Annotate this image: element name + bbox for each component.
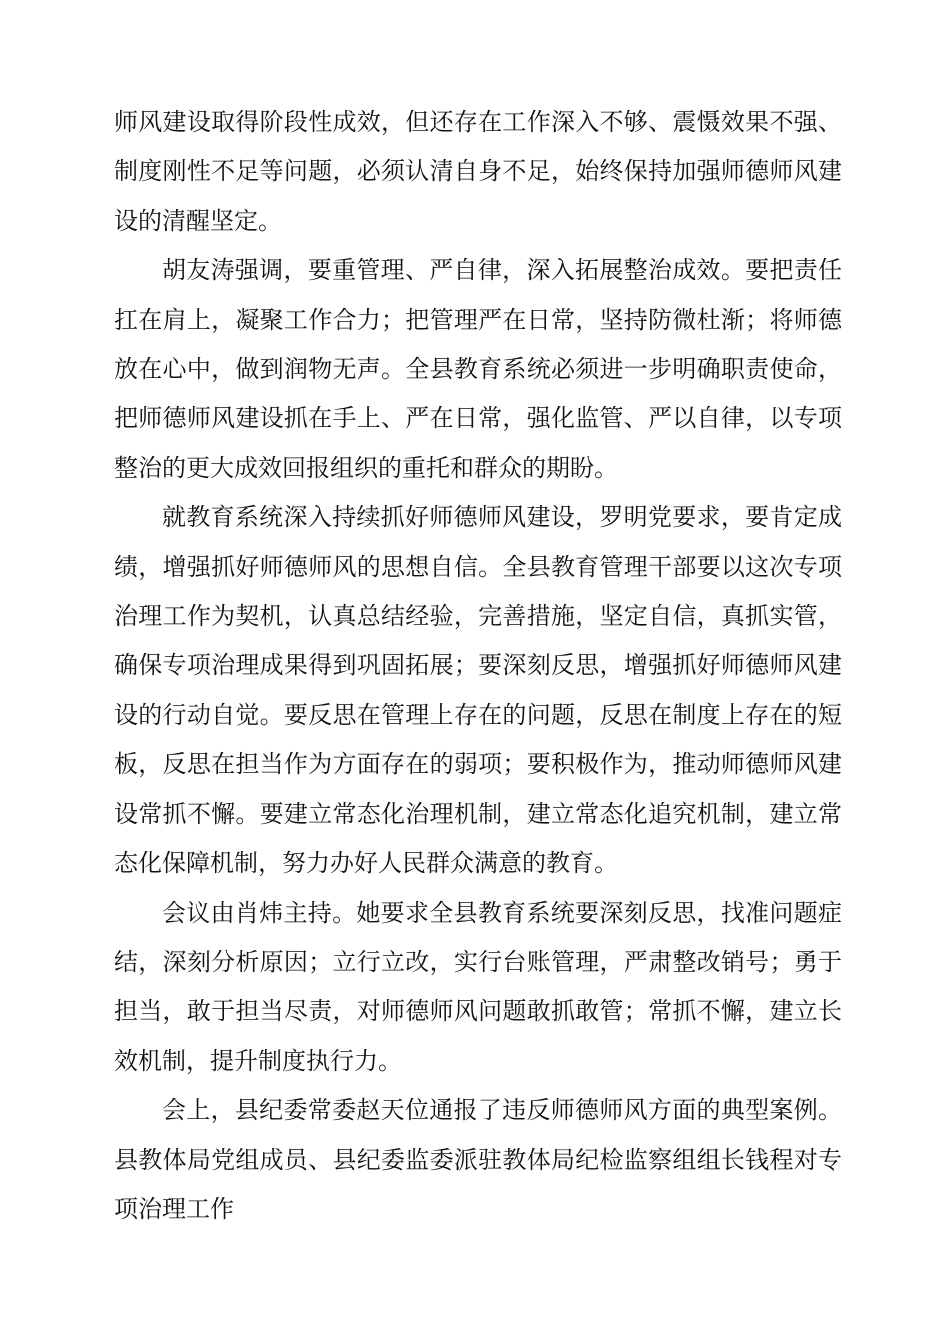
- paragraph: 就教育系统深入持续抓好师德师风建设，罗明党要求，要肯定成绩，增强抓好师德师风的思想自信。全县教育管理干部要以这次专项治理工作为契机，认真总结经验，完善措施，坚定自信，真抓实管，确保专项治理成果得到巩固拓展；要深刻反思，增强抓好师德师风建设的行动自觉。要反思在管理上存在的问题，反思在制度上存在的短板，反思在担当作为方面存在的弱项；要积极作为，推动师德师风建设常抓不懈。要建立常态化治理机制，建立常态化追究机制，建立常态化保障机制，努力办好人民群众满意的教育。: [114, 503, 842, 878]
- paragraph: 胡友涛强调，要重管理、严自律，深入拓展整治成效。要把责任扛在肩上，凝聚工作合力；把管理严在日常，坚持防微杜渐；将师德放在心中，做到润物无声。全县教育系统必须进一步明确职责使命，把师德师风建设抓在手上、严在日常，强化监管、严以自律，以专项整治的更大成效回报组织的重托和群众的期盼。: [114, 256, 842, 482]
- paragraph: 会议由肖炜主持。她要求全县教育系统要深刻反思，找准问题症结，深刻分析原因；立行立改，实行台账管理，严肃整改销号；勇于担当，敢于担当尽责，对师德师风问题敢抓敢管；常抓不懈，建立长效机制，提升制度执行力。: [114, 898, 842, 1075]
- paragraph: 师风建设取得阶段性成效，但还存在工作深入不够、震慑效果不强、制度刚性不足等问题，必须认清自身不足，始终保持加强师德师风建设的清醒坚定。: [114, 108, 842, 235]
- paragraph: 会上，县纪委常委赵天位通报了违反师德师风方面的典型案例。县教体局党组成员、县纪委监委派驻教体局纪检监察组组长钱程对专项治理工作: [114, 1096, 842, 1223]
- document-body: [114, 98, 842, 1234]
